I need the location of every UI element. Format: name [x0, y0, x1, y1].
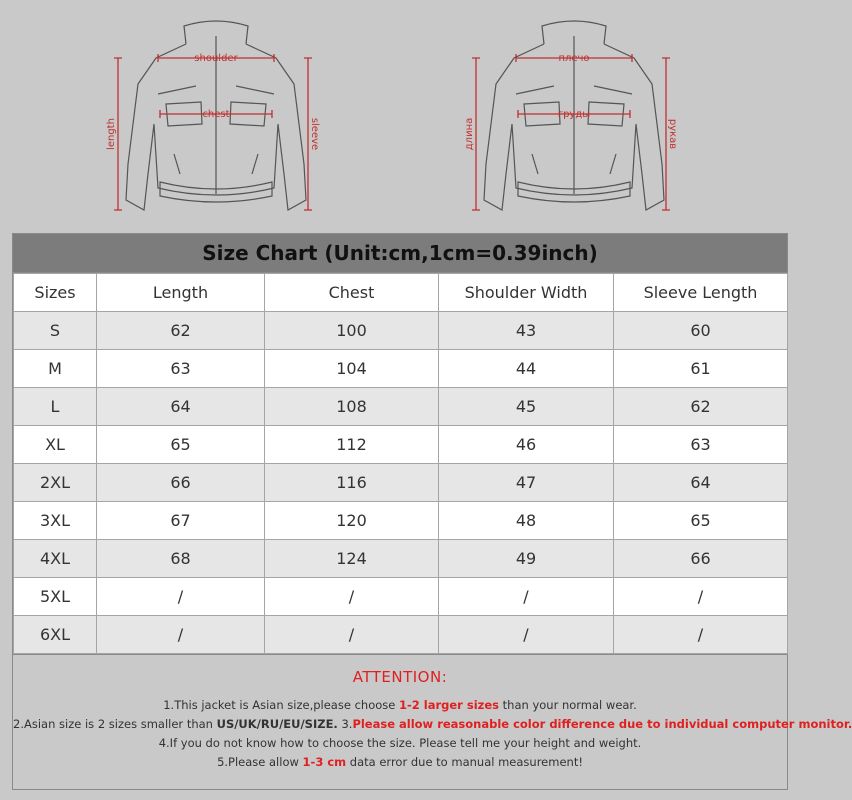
sleeve-cell: 63: [614, 426, 788, 464]
length-cell: 67: [97, 502, 265, 540]
chest-cell: 124: [265, 540, 439, 578]
chest-cell: /: [265, 578, 439, 616]
attention-bold: US/UK/RU/EU/SIZE.: [216, 717, 338, 731]
chest-label: груды: [557, 109, 591, 120]
chest-cell: 116: [265, 464, 439, 502]
attention-line-3: 4.If you do not know how to choose the size. Please tell me your height and weight.: [158, 736, 642, 750]
shoulder-cell: 49: [439, 540, 614, 578]
shoulder-cell: 47: [439, 464, 614, 502]
attention-highlight: 1-3 cm: [302, 755, 347, 769]
table-row: [14, 578, 788, 616]
shoulder-cell: /: [439, 616, 614, 654]
attention-line-4: [13, 755, 787, 770]
shoulder-label: плечо: [558, 53, 590, 64]
sleeve-cell: 66: [614, 540, 788, 578]
sleeve-cell: 60: [614, 312, 788, 350]
chart-title: Size Chart (Unit:cm,1cm=0.39inch): [13, 234, 787, 273]
shoulder-cell: 44: [439, 350, 614, 388]
column-header: Length: [97, 274, 265, 312]
size-cell: 5XL: [14, 578, 97, 616]
chest-cell: 112: [265, 426, 439, 464]
size-cell: 2XL: [14, 464, 97, 502]
size-cell: L: [14, 388, 97, 426]
column-header: Chest: [265, 274, 439, 312]
size-cell: M: [14, 350, 97, 388]
table-row: [14, 464, 788, 502]
sleeve-cell: 65: [614, 502, 788, 540]
length-cell: /: [97, 578, 265, 616]
sleeve-cell: 62: [614, 388, 788, 426]
length-label: length: [106, 118, 117, 150]
attention-box: [12, 654, 852, 790]
jacket-diagram-russian: [454, 14, 694, 226]
table-row: [14, 426, 788, 464]
attention-highlight: 1-2 larger sizes: [399, 698, 499, 712]
attention-text: 2.Asian size is 2 sizes smaller than: [13, 717, 217, 731]
chest-label: chest: [202, 109, 230, 120]
attention-highlight: Please allow reasonable color difference due to individual computer monitor.: [352, 717, 852, 731]
length-cell: 68: [97, 540, 265, 578]
table-row: [14, 312, 788, 350]
chest-cell: /: [265, 616, 439, 654]
attention-title: ATTENTION:: [352, 668, 448, 686]
size-cell: S: [14, 312, 97, 350]
size-cell: XL: [14, 426, 97, 464]
size-cell: 3XL: [14, 502, 97, 540]
column-header: Shoulder Width: [439, 274, 614, 312]
sleeve-label: рукав: [667, 118, 678, 150]
shoulder-cell: 45: [439, 388, 614, 426]
length-cell: /: [97, 616, 265, 654]
table-row: [14, 616, 788, 654]
sleeve-cell: 61: [614, 350, 788, 388]
chest-cell: 104: [265, 350, 439, 388]
sleeve-cell: /: [614, 578, 788, 616]
table-row: [14, 350, 788, 388]
attention-text: 3.: [337, 717, 353, 731]
shoulder-cell: /: [439, 578, 614, 616]
shoulder-label: shoulder: [194, 53, 238, 64]
length-cell: 63: [97, 350, 265, 388]
chest-cell: 120: [265, 502, 439, 540]
jacket-outline-icon: [96, 14, 336, 226]
length-cell: 66: [97, 464, 265, 502]
attention-text: 5.Please allow: [217, 755, 303, 769]
table-row: [14, 502, 788, 540]
chest-cell: 108: [265, 388, 439, 426]
jacket-outline-icon: [454, 14, 694, 226]
size-cell: 6XL: [14, 616, 97, 654]
column-header: Sleeve Length: [614, 274, 788, 312]
size-table: [13, 273, 788, 654]
attention-text: 1.This jacket is Asian size,please choose: [163, 698, 399, 712]
sleeve-label: sleeve: [309, 117, 320, 151]
size-chart: [12, 233, 788, 655]
size-cell: 4XL: [14, 540, 97, 578]
table-row: [14, 540, 788, 578]
chest-cell: 100: [265, 312, 439, 350]
attention-line-2: [13, 717, 852, 732]
length-cell: 64: [97, 388, 265, 426]
length-cell: 65: [97, 426, 265, 464]
sleeve-cell: 64: [614, 464, 788, 502]
table-header-row: [14, 274, 788, 312]
attention-line-1: [13, 698, 787, 713]
attention-text: data error due to manual measurement!: [346, 755, 583, 769]
length-label: длина: [464, 117, 475, 151]
table-row: [14, 388, 788, 426]
diagram-area: [0, 0, 800, 233]
attention-text: than your normal wear.: [499, 698, 637, 712]
shoulder-cell: 46: [439, 426, 614, 464]
length-cell: 62: [97, 312, 265, 350]
jacket-diagram-english: [96, 14, 336, 226]
column-header: Sizes: [14, 274, 97, 312]
sleeve-cell: /: [614, 616, 788, 654]
shoulder-cell: 48: [439, 502, 614, 540]
shoulder-cell: 43: [439, 312, 614, 350]
